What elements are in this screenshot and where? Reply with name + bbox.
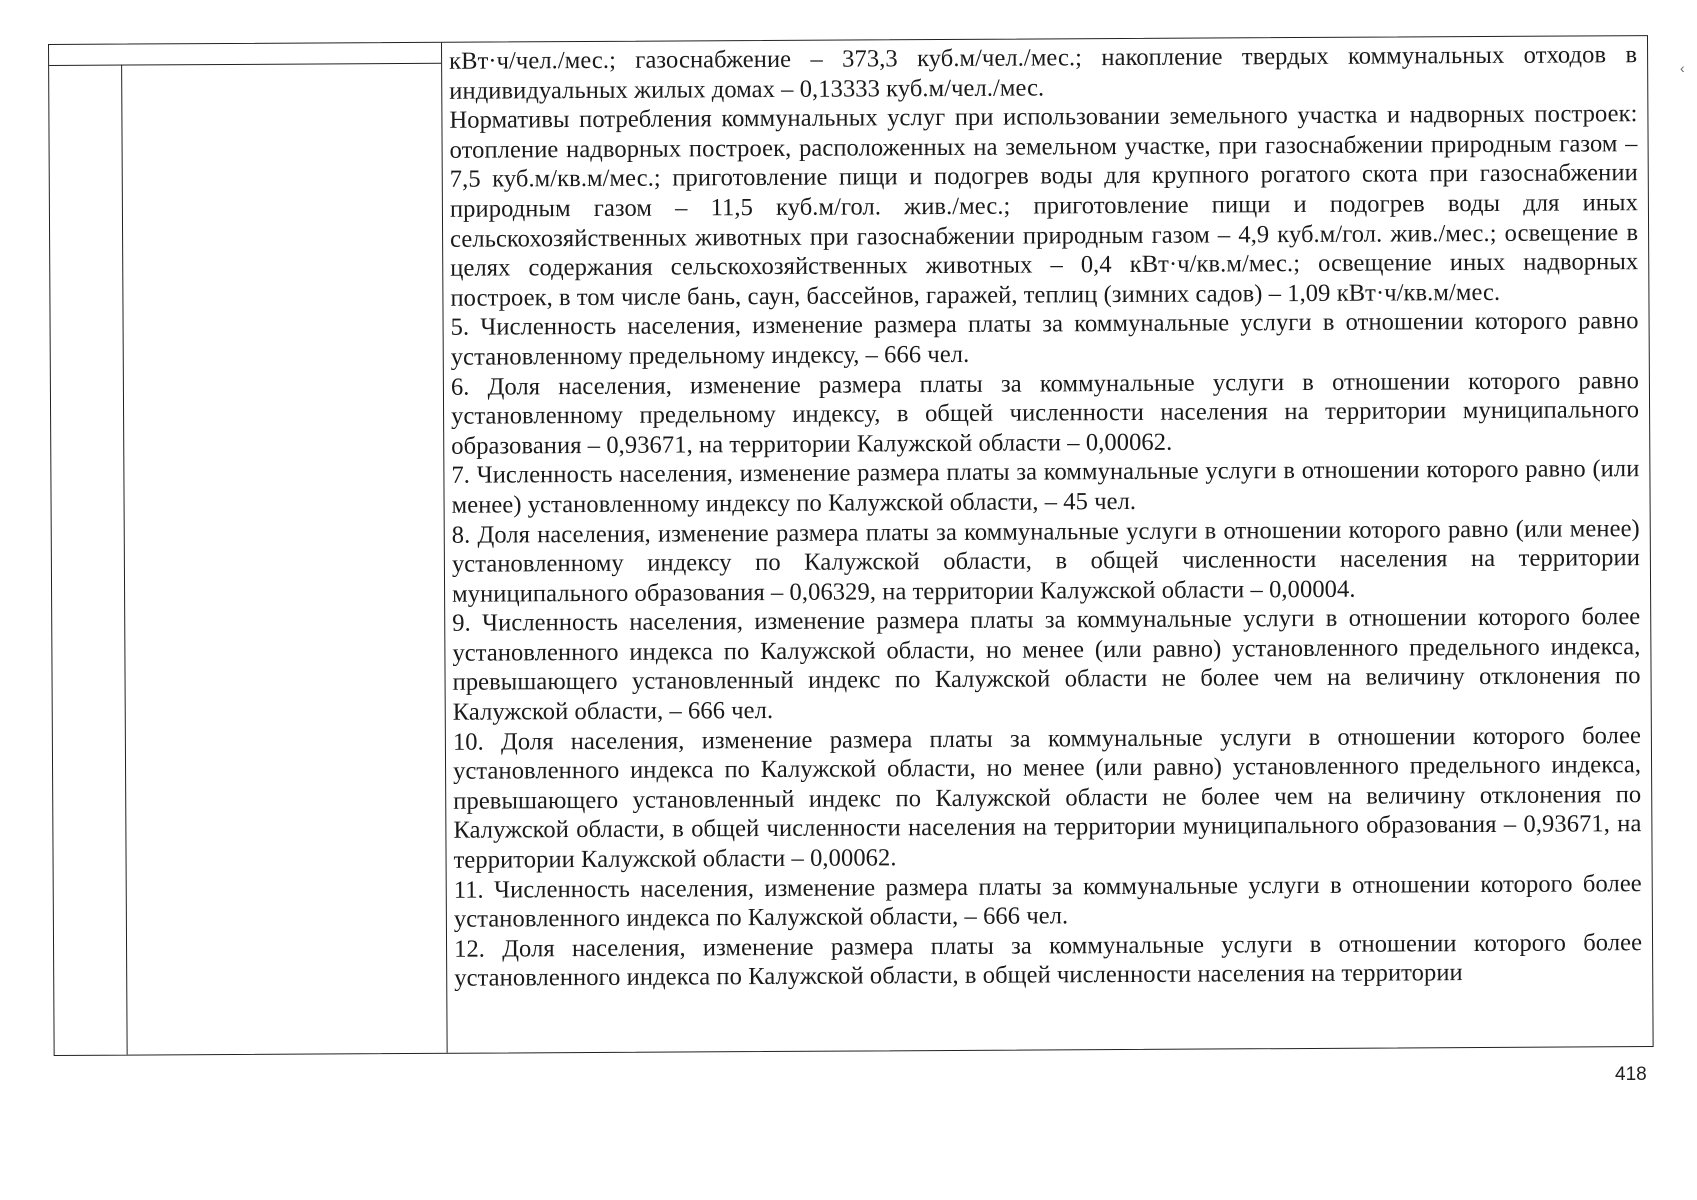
paragraph-item-9: 9. Численность населения, изменение размера платы за коммунальные услуги в отношении которого более установленного индекса по Калужской области, но менее (или равно) установленного предельного индекса, превышающего установленный индекс по Калужской области не более чем на величину отклонения по Калужской области, – 666 чел. [452, 603, 1641, 726]
page-number: 418 [1615, 1064, 1647, 1085]
paragraph-land-plot-norms: Нормативы потребления коммунальных услуг при использовании земельного участка и надворных построек: отопление надворных построек, расположенных на земельном участке, при газоснабжении природным газом – 7,5 куб.м/кв.м/мес.; приготовление пищи и подогрев воды для крупного рогатого скота при газоснабжении природным газом – 11,5 куб.м/гол. жив./мес.; приготовление пищи и подогрев воды для иных сельскохозяйственных животных при газоснабжении природным газом – 4,9 куб.м/гол. жив./мес.; освещение в целях содержания сельскохозяйственных животных – 0,4 кВт·ч/кв.м/мес.; освещение иных надворных построек, в том числе бань, саун, бассейнов, гаражей, теплиц (зимних садов) – 1,09 кВт·ч/кв.м/мес. [449, 100, 1639, 312]
table-frame [48, 35, 1654, 1056]
paragraph-item-5: 5. Численность населения, изменение размера платы за коммунальные услуги в отношении которого равно установленному предельному индексу, – 666 чел. [450, 307, 1639, 371]
margin-mark: ‹ [1680, 60, 1685, 76]
paragraph-item-12: 12. Доля населения, изменение размера платы за коммунальные услуги в отношении которого более установленного индекса по Калужской области, в общей численности населения на территории [453, 928, 1643, 993]
table-text-cell [449, 40, 1643, 1053]
paragraph-item-11: 11. Численность населения, изменение размера платы за коммунальные услуги в отношении которого более установленного индекса по Калужской области, – 666 чел. [453, 869, 1642, 933]
column-divider-1 [121, 65, 128, 1055]
paragraph-item-6: 6. Доля населения, изменение размера платы за коммунальные услуги в отношении которого равно установленному предельному индексу, в общей численности населения на территории муниципального образования – 0,93671, на территории Калужской области – 0,00062. [450, 366, 1640, 460]
paragraph-consumption-norms-end: кВт·ч/чел./мес.; газоснабжение – 373,3 куб.м/чел./мес.; накопление твердых коммунальных отходов в индивидуальных жилых домах – 0,13333 куб.м/чел./мес. [449, 41, 1638, 105]
column-divider-2 [441, 43, 448, 1053]
paragraph-item-8: 8. Доля населения, изменение размера платы за коммунальные услуги в отношении которого равно (или менее) установленному индексу по Калужской области, в общей численности населения на территории муниципального образования – 0,06329, на территории Калужской области – 0,00004. [451, 514, 1640, 608]
table-row-divider [49, 63, 441, 66]
paragraph-item-7: 7. Численность населения, изменение размера платы за коммунальные услуги в отношении которого равно (или менее) установленному индексу по Калужской области, – 45 чел. [451, 455, 1640, 519]
paragraph-item-10: 10. Доля населения, изменение размера платы за коммунальные услуги в отношении которого более установленного индекса по Калужской области, но менее (или равно) установленного предельного индекса, превышающего установленный индекс по Калужской области не более чем на величину отклонения по Калужской области, в общей численности населения на территории муниципального образования – 0,93671, на территории Калужской области – 0,00062. [452, 721, 1642, 874]
